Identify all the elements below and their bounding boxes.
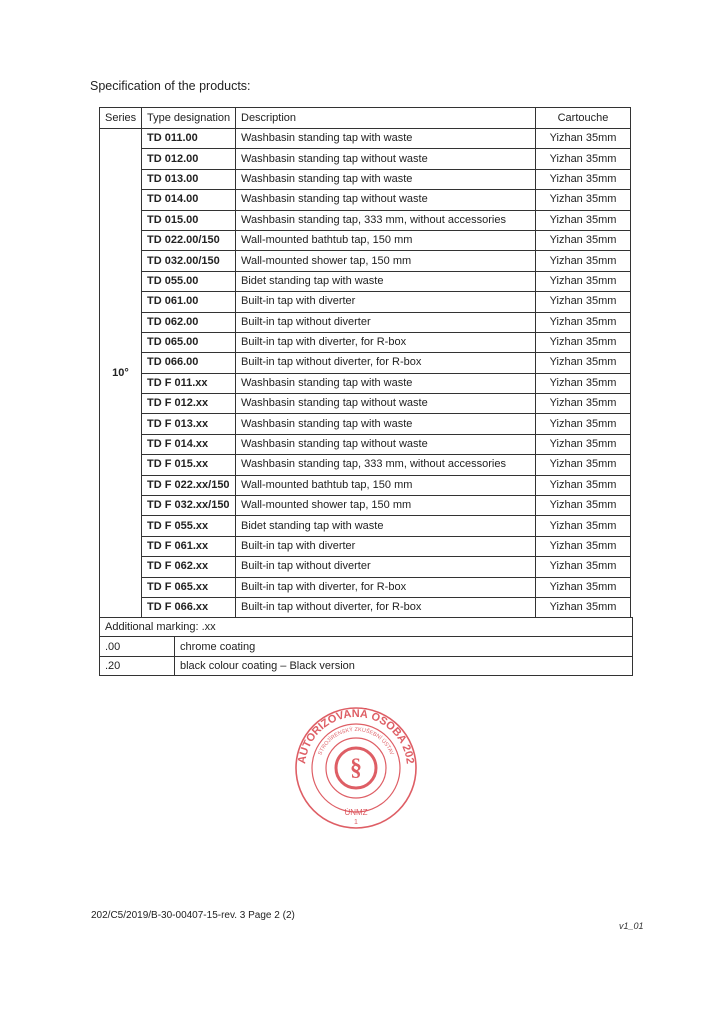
table-row — [100, 557, 631, 577]
description-cell: Washbasin standing tap with waste — [236, 169, 536, 189]
type-designation-cell: TD F 011.xx — [142, 373, 236, 393]
description-cell: Built-in tap with diverter, for R-box — [236, 577, 536, 597]
header-cartouche: Cartouche — [536, 108, 631, 129]
cartouche-cell: Yizhan 35mm — [536, 516, 631, 536]
type-designation-cell: TD 014.00 — [142, 190, 236, 210]
type-designation-cell: TD 032.00/150 — [142, 251, 236, 271]
description-cell: Wall-mounted bathtub tap, 150 mm — [236, 230, 536, 250]
description-cell: Washbasin standing tap with waste — [236, 373, 536, 393]
table-row — [100, 230, 631, 250]
table-row — [100, 312, 631, 332]
table-row — [100, 577, 631, 597]
cartouche-cell: Yizhan 35mm — [536, 536, 631, 556]
type-designation-cell: TD 062.00 — [142, 312, 236, 332]
stamp-emblem: § — [350, 755, 362, 781]
type-designation-cell: TD F 032.xx/150 — [142, 496, 236, 516]
type-designation-cell: TD F 061.xx — [142, 536, 236, 556]
type-designation-cell: TD F 014.xx — [142, 434, 236, 454]
authorized-body-stamp — [291, 703, 421, 833]
type-designation-cell: TD 015.00 — [142, 210, 236, 230]
description-cell: Washbasin standing tap with waste — [236, 129, 536, 149]
cartouche-cell: Yizhan 35mm — [536, 353, 631, 373]
description-cell: Washbasin standing tap, 333 mm, without accessories — [236, 455, 536, 475]
description-cell: Built-in tap without diverter — [236, 312, 536, 332]
table-header-row — [100, 108, 631, 129]
page-heading: Specification of the products: — [90, 79, 251, 93]
cartouche-cell: Yizhan 35mm — [536, 475, 631, 495]
description-cell: Bidet standing tap with waste — [236, 516, 536, 536]
table-row — [100, 190, 631, 210]
type-designation-cell: TD F 065.xx — [142, 577, 236, 597]
table-row — [100, 373, 631, 393]
stamp-ring-text: AUTORIZOVANÁ OSOBA 202 — [296, 707, 416, 765]
table-row — [100, 414, 631, 434]
description-cell: Washbasin standing tap with waste — [236, 414, 536, 434]
type-designation-cell: TD 065.00 — [142, 332, 236, 352]
description-cell: Washbasin standing tap without waste — [236, 190, 536, 210]
type-designation-cell: TD 012.00 — [142, 149, 236, 169]
table-row — [100, 251, 631, 271]
table-row — [100, 434, 631, 454]
header-series: Series — [100, 108, 142, 129]
type-designation-cell: TD F 015.xx — [142, 455, 236, 475]
table-row — [100, 353, 631, 373]
description-cell: Built-in tap without diverter — [236, 557, 536, 577]
additional-marking-label: Additional marking: .xx — [100, 618, 633, 637]
type-designation-cell: TD 066.00 — [142, 353, 236, 373]
description-cell: Wall-mounted shower tap, 150 mm — [236, 496, 536, 516]
description-cell: Washbasin standing tap without waste — [236, 149, 536, 169]
header-type-designation: Type designation — [142, 108, 236, 129]
description-cell: Built-in tap with diverter, for R-box — [236, 332, 536, 352]
table-row — [100, 496, 631, 516]
description-cell: Built-in tap without diverter, for R-box — [236, 353, 536, 373]
cartouche-cell: Yizhan 35mm — [536, 373, 631, 393]
marking-code: .20 — [100, 656, 175, 675]
type-designation-cell: TD 011.00 — [142, 129, 236, 149]
description-cell: Washbasin standing tap, 333 mm, without accessories — [236, 210, 536, 230]
cartouche-cell: Yizhan 35mm — [536, 394, 631, 414]
cartouche-cell: Yizhan 35mm — [536, 597, 631, 617]
marking-meaning: chrome coating — [175, 637, 633, 656]
type-designation-cell: TD F 055.xx — [142, 516, 236, 536]
type-designation-cell: TD F 066.xx — [142, 597, 236, 617]
cartouche-cell: Yizhan 35mm — [536, 496, 631, 516]
table-row — [100, 129, 631, 149]
cartouche-cell: Yizhan 35mm — [536, 577, 631, 597]
table-body — [100, 129, 631, 618]
cartouche-cell: Yizhan 35mm — [536, 271, 631, 291]
series-cell: 10° — [100, 129, 142, 618]
description-cell: Built-in tap with diverter — [236, 292, 536, 312]
table-row — [100, 394, 631, 414]
additional-marking-table — [99, 617, 633, 676]
cartouche-cell: Yizhan 35mm — [536, 149, 631, 169]
table-row — [100, 169, 631, 189]
cartouche-cell: Yizhan 35mm — [536, 292, 631, 312]
cartouche-cell: Yizhan 35mm — [536, 169, 631, 189]
marking-code: .00 — [100, 637, 175, 656]
cartouche-cell: Yizhan 35mm — [536, 129, 631, 149]
cartouche-cell: Yizhan 35mm — [536, 414, 631, 434]
type-designation-cell: TD 022.00/150 — [142, 230, 236, 250]
cartouche-cell: Yizhan 35mm — [536, 434, 631, 454]
table-row — [100, 271, 631, 291]
description-cell: Wall-mounted bathtub tap, 150 mm — [236, 475, 536, 495]
type-designation-cell: TD F 012.xx — [142, 394, 236, 414]
stamp-bottom-text: ÚNMZ — [344, 808, 368, 817]
specification-table — [99, 107, 631, 618]
footer-version: v1_01 — [619, 921, 644, 931]
cartouche-cell: Yizhan 35mm — [536, 455, 631, 475]
table-row — [100, 455, 631, 475]
cartouche-cell: Yizhan 35mm — [536, 312, 631, 332]
header-description: Description — [236, 108, 536, 129]
cartouche-cell: Yizhan 35mm — [536, 230, 631, 250]
marking-row — [100, 656, 633, 675]
cartouche-cell: Yizhan 35mm — [536, 557, 631, 577]
description-cell: Wall-mounted shower tap, 150 mm — [236, 251, 536, 271]
type-designation-cell: TD 013.00 — [142, 169, 236, 189]
description-cell: Built-in tap without diverter, for R-box — [236, 597, 536, 617]
type-designation-cell: TD F 013.xx — [142, 414, 236, 434]
description-cell: Built-in tap with diverter — [236, 536, 536, 556]
table-row — [100, 475, 631, 495]
description-cell: Bidet standing tap with waste — [236, 271, 536, 291]
marking-row — [100, 637, 633, 656]
marking-meaning: black colour coating – Black version — [175, 656, 633, 675]
table-row — [100, 597, 631, 617]
cartouche-cell: Yizhan 35mm — [536, 190, 631, 210]
stamp-inner-text: STROJÍRENSKÝ ZKUŠEBNÍ ÚSTAV — [317, 726, 395, 757]
cartouche-cell: Yizhan 35mm — [536, 210, 631, 230]
table-row — [100, 332, 631, 352]
type-designation-cell: TD F 022.xx/150 — [142, 475, 236, 495]
stamp-number: 1 — [354, 819, 358, 826]
description-cell: Washbasin standing tap without waste — [236, 394, 536, 414]
table-row — [100, 149, 631, 169]
cartouche-cell: Yizhan 35mm — [536, 251, 631, 271]
table-row — [100, 516, 631, 536]
type-designation-cell: TD 055.00 — [142, 271, 236, 291]
footer-document-reference: 202/C5/2019/B-30-00407-15-rev. 3 Page 2 (2) — [91, 910, 295, 921]
table-row — [100, 536, 631, 556]
table-row — [100, 210, 631, 230]
table-row — [100, 292, 631, 312]
description-cell: Washbasin standing tap without waste — [236, 434, 536, 454]
cartouche-cell: Yizhan 35mm — [536, 332, 631, 352]
type-designation-cell: TD 061.00 — [142, 292, 236, 312]
type-designation-cell: TD F 062.xx — [142, 557, 236, 577]
